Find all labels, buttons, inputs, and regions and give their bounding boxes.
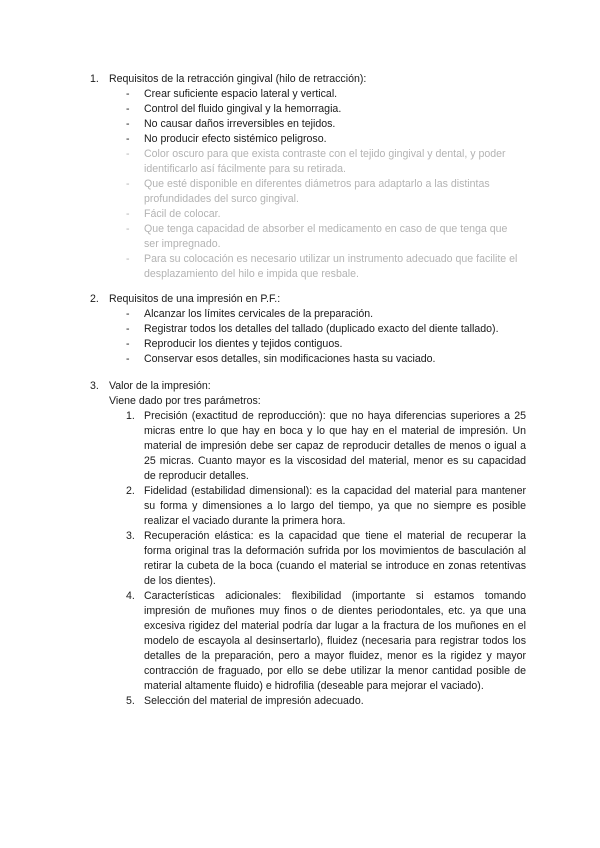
list-item-faded [0, 222, 600, 252]
bullet-dash: - [126, 338, 130, 350]
list-item-text: Que tenga capacidad de absorber el medicamento en caso de que tenga que ser impregnado. [144, 223, 508, 250]
list-item-text: Crear suficiente espacio lateral y vertical. [144, 88, 338, 100]
list-item-text: Control del fluido gingival y la hemorragia. [144, 103, 342, 115]
parameter-number: 4. [126, 590, 135, 602]
bullet-dash: - [126, 353, 130, 365]
list-item [0, 117, 600, 132]
list-item [0, 102, 600, 117]
bullet-dash: - [126, 223, 130, 235]
list-item-text: Que esté disponible en diferentes diámetros para adaptarlo a las distintas profundidades del surco gingival. [144, 178, 490, 205]
list-item-faded [0, 252, 600, 282]
list-item-text: Registrar todos los detalles del tallado (duplicado exacto del diente tallado). [144, 323, 499, 335]
parameter-item [0, 484, 600, 529]
section-number: 1. [90, 73, 99, 85]
parameter-item [0, 694, 600, 709]
section-title: Valor de la impresión: [109, 380, 211, 392]
parameter-item [0, 409, 600, 484]
parameter-text: Fidelidad (estabilidad dimensional): es la capacidad del material para mantener su forma y dimensiones a lo largo del tiempo, ya que no siempre es posible realizar el vaciado durante la primera hora. [144, 485, 526, 527]
parameter-text: Recuperación elástica: es la capacidad que tiene el material de recuperar la forma original tras la deformación sufrida por los movimientos de basculación al retirar la cubeta de la boca (cuando el material se introduce en zonas retentivas de los dientes). [144, 530, 526, 587]
parameter-number: 5. [126, 695, 135, 707]
list-item-text: Conservar esos detalles, sin modificaciones hasta su vaciado. [144, 353, 436, 365]
list-item-faded [0, 147, 600, 177]
section-retraccion-gingival [0, 72, 600, 282]
list-item [0, 132, 600, 147]
requirements-list [0, 307, 600, 367]
list-item-text: No producir efecto sistémico peligroso. [144, 133, 327, 145]
bullet-dash: - [126, 148, 130, 160]
parameters-list [0, 409, 600, 709]
parameter-text: Precisión (exactitud de reproducción): que no haya diferencias superiores a 25 micras entre lo que hay en boca y lo que hay en el material de impresión. Un material de impresión debe ser capaz de reproducir detalles de menos o igual a 25 micras. Cuanto mayor es la viscosidad del material, menor es su capacidad de reproducir detalles. [144, 410, 526, 482]
section-heading [0, 292, 600, 307]
section-title: Requisitos de una impresión en P.F.: [109, 293, 281, 305]
list-item-faded [0, 177, 600, 207]
bullet-dash: - [126, 323, 130, 335]
section-subtitle: Viene dado por tres parámetros: [109, 395, 261, 407]
bullet-dash: - [126, 208, 130, 220]
parameter-number: 3. [126, 530, 135, 542]
section-valor-impresion [0, 379, 600, 709]
list-item-text: Alcanzar los límites cervicales de la preparación. [144, 308, 374, 320]
list-item [0, 307, 600, 322]
list-item-text: Para su colocación es necesario utilizar un instrumento adecuado que facilite el desplazamiento del hilo e impida que resbale. [144, 253, 518, 280]
list-item-text: Color oscuro para que exista contraste con el tejido gingival y dental, y poder identificarlo así fácilmente para su retirada. [144, 148, 506, 175]
list-item [0, 352, 600, 367]
bullet-dash: - [126, 308, 130, 320]
section-requisitos-impresion [0, 292, 600, 367]
list-item-text: No causar daños irreversibles en tejidos. [144, 118, 336, 130]
parameter-number: 1. [126, 410, 135, 422]
bullet-dash: - [126, 133, 130, 145]
parameter-item [0, 529, 600, 589]
section-heading [0, 72, 600, 87]
bullet-dash: - [126, 253, 130, 265]
parameter-text: Características adicionales: flexibilidad (importante si estamos tomando impresión de muñones muy finos o de dientes periodontales, etc. ya que una excesiva rigidez del material podría dar lugar a la fractura de los muñones en el modelo de escayola al desinsertarlo), fluidez (necesaria para registrar todos los detalles de la preparación, pero a mayor fluidez, menor es la rigidez y mayor contracción de fraguado, por ello se debe utilizar la menor cantidad posible de material altamente fluido) e hidrofilia (deseable para mejorar el vaciado). [144, 590, 526, 692]
list-item [0, 337, 600, 352]
parameter-text: Selección del material de impresión adecuado. [144, 695, 364, 707]
list-item-text: Fácil de colocar. [144, 208, 221, 220]
parameter-item [0, 589, 600, 694]
list-item-text: Reproducir los dientes y tejidos contiguos. [144, 338, 343, 350]
requirements-list [0, 87, 600, 282]
parameter-number: 2. [126, 485, 135, 497]
bullet-dash: - [126, 88, 130, 100]
bullet-dash: - [126, 118, 130, 130]
bullet-dash: - [126, 103, 130, 115]
section-number: 3. [90, 380, 99, 392]
bullet-dash: - [126, 178, 130, 190]
list-item-faded [0, 207, 600, 222]
section-heading [0, 379, 600, 394]
list-item [0, 87, 600, 102]
section-number: 2. [90, 293, 99, 305]
list-item [0, 322, 600, 337]
section-title: Requisitos de la retracción gingival (hilo de retracción): [109, 73, 367, 85]
